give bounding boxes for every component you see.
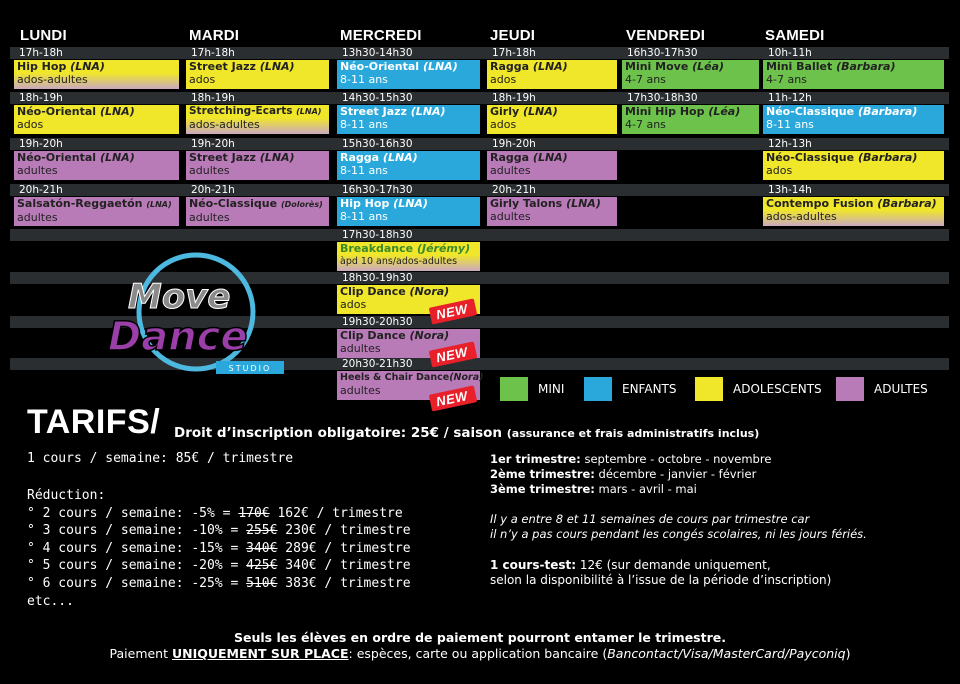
class-level: ados — [189, 73, 216, 86]
class-time: 14h30-15h30 — [342, 92, 413, 104]
reduction-line: ° 5 cours / semaine: -20% = 425€ 340€ / trimestre — [27, 558, 411, 573]
class-slot — [487, 138, 617, 180]
class-teacher: (LNA) — [382, 151, 418, 164]
class-time: 19h-20h — [492, 138, 536, 150]
class-title: Stretching-Ecarts — [189, 105, 293, 117]
trimester-line: 1er trimestre: septembre - octobre - novembre — [490, 452, 772, 466]
class-title: Street Jazz — [189, 151, 256, 164]
class-time: 17h30-18h30 — [342, 229, 413, 241]
new-badge: NEW — [429, 341, 477, 367]
new-badge: NEW — [429, 385, 477, 411]
inscription-fee — [174, 425, 759, 441]
class-time: 20h-21h — [19, 184, 63, 196]
class-card — [14, 197, 179, 226]
class-slot — [337, 229, 480, 271]
weeks-note-line2: il n’y a pas cours pendant les congés scolaires, ni les jours fériés. — [490, 527, 867, 541]
class-slot — [487, 47, 617, 89]
class-title: Néo-Classique — [189, 197, 278, 210]
trimester-line: 2ème trimestre: décembre - janvier - février — [490, 467, 757, 481]
class-title: Néo-Classique — [766, 151, 855, 164]
class-level: adultes — [340, 384, 381, 397]
class-teacher: (LNA) — [523, 105, 558, 118]
legend-label: ADULTES — [874, 381, 928, 396]
class-level: àpd 10 ans/ados-adultes — [340, 256, 458, 267]
class-card — [14, 151, 179, 180]
class-slot — [763, 47, 944, 89]
class-time: 10h-11h — [768, 47, 812, 59]
class-level: 8-11 ans — [340, 73, 388, 86]
class-slot — [14, 138, 179, 180]
class-time: 18h-19h — [191, 92, 235, 104]
one-course-price: 1 cours / semaine: 85€ / trimestre — [27, 451, 294, 466]
class-title: Breakdance — [340, 242, 414, 255]
class-level: adultes — [17, 164, 58, 177]
legend-adultes — [836, 376, 928, 401]
test-course-line2: selon la disponibilité à l’issue de la période d’inscription) — [490, 573, 832, 587]
class-card — [14, 105, 179, 134]
class-time: 15h30-16h30 — [342, 138, 413, 150]
class-title: Néo-Oriental — [17, 151, 97, 164]
reduction-line: ° 6 cours / semaine: -25% = 510€ 383€ / trimestre — [27, 576, 411, 591]
class-time: 12h-13h — [768, 138, 812, 150]
class-title: Girly — [490, 105, 520, 118]
class-slot — [14, 184, 179, 226]
class-teacher: (Léa) — [692, 60, 725, 73]
trimester-line: 3ème trimestre: mars - avril - mai — [490, 482, 697, 496]
class-level: ados — [340, 298, 367, 311]
class-time: 17h30-18h30 — [627, 92, 698, 104]
class-card — [622, 60, 759, 89]
class-title: Hip Hop — [340, 197, 390, 210]
new-badge: NEW — [429, 298, 477, 324]
class-level: 4-7 ans — [625, 118, 666, 131]
class-card — [337, 151, 480, 180]
class-card — [487, 105, 617, 134]
class-level: 8-11 ans — [340, 164, 388, 177]
class-teacher: (Léa) — [708, 105, 741, 118]
svg-text:STUDIO: STUDIO — [228, 364, 272, 373]
legend-swatch — [695, 377, 723, 401]
class-teacher: (LNA) — [422, 60, 458, 73]
class-teacher: (Jérémy) — [416, 242, 471, 255]
class-time: 19h-20h — [19, 138, 63, 150]
day-header-mardi: MARDI — [189, 27, 240, 44]
legend-swatch — [500, 377, 528, 401]
class-time: 17h-18h — [492, 47, 536, 59]
class-card — [337, 242, 480, 271]
class-card — [186, 197, 329, 226]
class-level: ados — [490, 73, 517, 86]
legend-label: ADOLESCENTS — [733, 381, 822, 396]
class-slot — [337, 184, 480, 226]
class-teacher: (LNA) — [99, 105, 135, 118]
day-header-samedi: SAMEDI — [765, 27, 825, 44]
class-slot — [337, 92, 480, 134]
class-level: ados — [490, 118, 517, 131]
class-level: 8-11 ans — [766, 118, 814, 131]
class-card — [487, 151, 617, 180]
class-title: Mini Hip Hop — [625, 105, 705, 118]
class-title: Salsatón-Reggaetón — [17, 197, 143, 210]
class-card — [487, 197, 617, 226]
class-card — [763, 151, 944, 180]
class-teacher: (Nora) — [409, 285, 450, 298]
day-header-mercredi: MERCREDI — [340, 27, 422, 44]
svg-text:Move: Move — [128, 277, 231, 317]
class-level: adultes — [490, 164, 531, 177]
legend-swatch — [836, 377, 864, 401]
legend-swatch — [584, 377, 612, 401]
class-teacher: (LNA) — [296, 107, 322, 116]
class-card — [487, 60, 617, 89]
test-course-line1: 1 cours-test: 12€ (sur demande uniquement, — [490, 558, 771, 572]
class-level: adultes — [340, 342, 381, 355]
class-level: adultes — [189, 211, 230, 224]
class-card — [337, 105, 480, 134]
class-slot — [487, 184, 617, 226]
legend-enfants — [584, 376, 677, 401]
class-teacher: (LNA) — [532, 60, 568, 73]
class-teacher: (Dolorès) — [280, 200, 323, 209]
class-card — [337, 197, 480, 226]
class-slot — [186, 47, 329, 89]
class-teacher: (Nora) — [449, 372, 484, 383]
class-level: adultes — [490, 210, 531, 223]
class-level: 4-7 ans — [766, 73, 807, 86]
day-header-jeudi: JEUDI — [490, 27, 536, 44]
legend-label: ENFANTS — [622, 381, 677, 396]
class-level: 4-7 ans — [625, 73, 666, 86]
class-time: 13h-14h — [768, 184, 812, 196]
class-time: 16h30-17h30 — [342, 184, 413, 196]
class-level: adultes — [17, 211, 58, 224]
weeks-note-line1: Il y a entre 8 et 11 semaines de cours par trimestre car — [490, 512, 810, 526]
footer-line2: Paiement UNIQUEMENT SUR PLACE: espèces, carte ou application bancaire (Bancontact/Visa/MasterCard/Payconiq) — [109, 646, 851, 661]
class-teacher: (LNA) — [259, 151, 295, 164]
class-level: ados-adultes — [17, 73, 88, 86]
class-time: 19h30-20h30 — [342, 316, 413, 328]
class-title: Néo-Classique — [766, 105, 855, 118]
class-card — [622, 105, 759, 134]
class-title: Street Jazz — [340, 105, 407, 118]
class-card — [14, 60, 179, 89]
class-card — [763, 105, 944, 134]
class-level: ados-adultes — [766, 210, 837, 223]
class-slot — [337, 138, 480, 180]
class-teacher: (LNA) — [393, 197, 428, 210]
class-slot — [337, 47, 480, 89]
class-slot — [186, 138, 329, 180]
footer-line1: Seuls les élèves en ordre de paiement pourront entamer le trimestre. — [234, 630, 726, 645]
class-teacher: (LNA) — [259, 60, 295, 73]
class-title: Ragga — [490, 151, 530, 164]
class-card — [763, 60, 944, 89]
class-slot — [763, 92, 944, 134]
class-time: 18h-19h — [19, 92, 63, 104]
class-teacher: (LNA) — [146, 200, 172, 209]
class-time: 17h-18h — [19, 47, 63, 59]
class-title: Street Jazz — [189, 60, 256, 73]
class-slot — [622, 92, 759, 134]
class-card — [763, 197, 944, 226]
class-card — [186, 151, 329, 180]
day-header-vendredi: VENDREDI — [626, 27, 706, 44]
reduction-line: ° 4 cours / semaine: -15% = 340€ 289€ / trimestre — [27, 541, 411, 556]
class-slot — [186, 184, 329, 226]
reduction-line: ° 2 cours / semaine: -5% = 170€ 162€ / trimestre — [27, 506, 403, 521]
class-title: Heels & Chair Dance — [340, 372, 450, 383]
class-teacher: (LNA) — [410, 105, 446, 118]
reduction-title: Réduction: — [27, 488, 106, 503]
class-slot — [14, 47, 179, 89]
class-title: Ragga — [340, 151, 380, 164]
class-teacher: (LNA) — [99, 151, 135, 164]
class-title: Mini Ballet — [766, 60, 833, 73]
reduction-line: ° 3 cours / semaine: -10% = 255€ 230€ / trimestre — [27, 523, 411, 538]
class-title: Clip Dance — [340, 329, 406, 342]
class-slot — [186, 92, 329, 134]
class-title: Hip Hop — [17, 60, 67, 73]
class-title: Mini Move — [625, 60, 689, 73]
class-time: 20h30-21h30 — [342, 358, 413, 370]
legend-adolescents — [695, 376, 822, 401]
class-time: 16h30-17h30 — [627, 47, 698, 59]
class-title: Clip Dance — [340, 285, 406, 298]
class-card — [337, 60, 480, 89]
class-time: 18h30-19h30 — [342, 272, 413, 284]
class-level: ados-adultes — [189, 118, 260, 131]
class-title: Contempo Fusion — [766, 197, 874, 210]
class-teacher: (Barbara) — [836, 60, 896, 73]
class-level: ados — [766, 164, 793, 177]
class-level: 8-11 ans — [340, 210, 388, 223]
move-dance-studio-logo — [104, 250, 294, 380]
tarifs-title: TARIFS/ — [27, 403, 161, 441]
class-time: 17h-18h — [191, 47, 235, 59]
class-teacher: (Barbara) — [877, 197, 937, 210]
class-teacher: (LNA) — [70, 60, 105, 73]
class-slot — [622, 47, 759, 89]
inscription-fee-note: (assurance et frais administratifs inclus) — [506, 427, 760, 440]
svg-text:Dance: Dance — [108, 314, 248, 360]
class-slot — [14, 92, 179, 134]
class-teacher: (Nora) — [409, 329, 450, 342]
class-time: 11h-12h — [768, 92, 812, 104]
legend-label: MINI — [538, 381, 565, 396]
class-slot — [763, 138, 944, 180]
class-slot — [763, 184, 944, 226]
reduction-etc: etc... — [27, 594, 74, 609]
class-card — [186, 105, 329, 134]
legend-mini — [500, 376, 564, 401]
inscription-fee-text: Droit d’inscription obligatoire: 25€ / saison — [174, 425, 503, 441]
class-title: Néo-Oriental — [340, 60, 420, 73]
class-level: ados — [17, 118, 44, 131]
class-title: Néo-Oriental — [17, 105, 97, 118]
class-slot — [487, 92, 617, 134]
class-title: Girly Talons — [490, 197, 563, 210]
class-teacher: (LNA) — [532, 151, 568, 164]
class-card — [186, 60, 329, 89]
class-time: 19h-20h — [191, 138, 235, 150]
class-time: 13h30-14h30 — [342, 47, 413, 59]
day-header-lundi: LUNDI — [20, 27, 67, 44]
class-level: adultes — [189, 164, 230, 177]
class-time: 18h-19h — [492, 92, 536, 104]
class-title: Ragga — [490, 60, 530, 73]
class-level: 8-11 ans — [340, 118, 388, 131]
class-teacher: (Barbara) — [857, 151, 918, 164]
class-time: 20h-21h — [492, 184, 536, 196]
class-teacher: (LNA) — [566, 197, 601, 210]
class-time: 20h-21h — [191, 184, 235, 196]
class-teacher: (Barbara) — [857, 105, 918, 118]
